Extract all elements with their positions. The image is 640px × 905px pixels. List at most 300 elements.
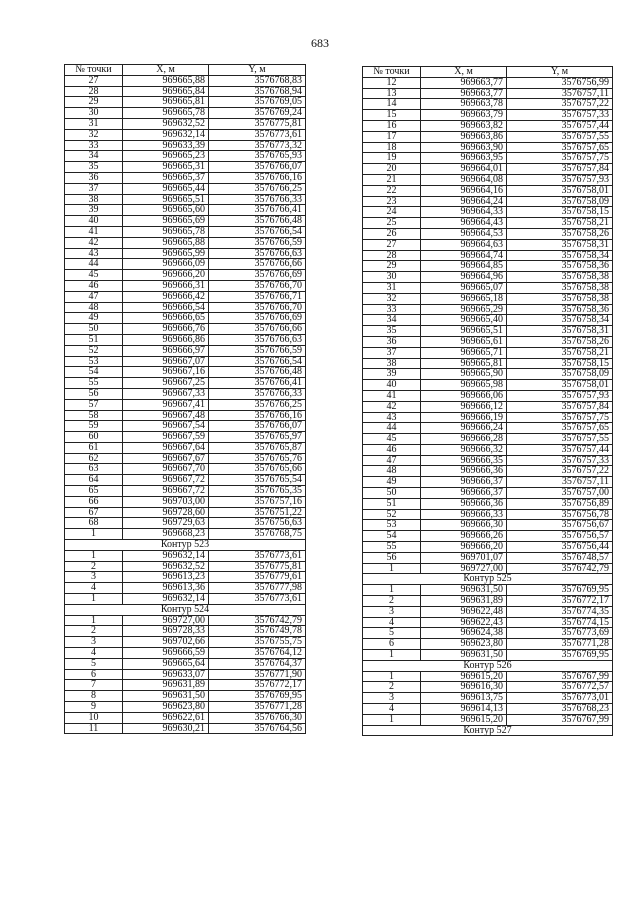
x-coordinate-cell: 969623,80 (123, 702, 209, 713)
table-row (65, 205, 306, 216)
point-number-cell: 4 (363, 617, 421, 628)
point-number-cell: 28 (65, 86, 123, 97)
x-coordinate-cell: 969614,13 (421, 704, 507, 715)
table-row (65, 118, 306, 129)
point-number-cell: 3 (363, 693, 421, 704)
point-number-cell: 50 (363, 488, 421, 499)
table-row (363, 131, 613, 142)
table-row (65, 626, 306, 637)
x-coordinate-cell: 969631,50 (123, 691, 209, 702)
x-coordinate-cell: 969665,90 (421, 369, 507, 380)
x-coordinate-cell: 969665,51 (421, 326, 507, 337)
point-number-cell: 56 (65, 388, 123, 399)
x-coordinate-cell: 969666,36 (421, 498, 507, 509)
table-row (363, 563, 613, 574)
contour-header-row (363, 660, 613, 671)
point-number-cell: 8 (65, 691, 123, 702)
point-number-cell: 2 (363, 596, 421, 607)
x-coordinate-cell: 969632,52 (123, 118, 209, 129)
point-number-cell: 6 (363, 639, 421, 650)
y-coordinate-cell: 3576758,38 (507, 272, 613, 283)
y-coordinate-cell: 3576764,37 (209, 658, 306, 669)
point-number-cell: 5 (65, 658, 123, 669)
point-number-cell: 13 (363, 88, 421, 99)
table-row (363, 326, 613, 337)
y-coordinate-cell: 3576766,33 (209, 388, 306, 399)
y-coordinate-cell: 3576751,22 (209, 507, 306, 518)
x-coordinate-cell: 969664,01 (421, 164, 507, 175)
x-coordinate-cell: 969667,54 (123, 421, 209, 432)
point-number-cell: 59 (65, 421, 123, 432)
table-row (65, 226, 306, 237)
y-coordinate-cell: 3576773,32 (209, 140, 306, 151)
y-coordinate-cell: 3576758,09 (507, 196, 613, 207)
table-row (65, 367, 306, 378)
y-coordinate-cell: 3576765,54 (209, 475, 306, 486)
contour-title: Контур 523 (65, 540, 306, 551)
x-coordinate-cell: 969666,20 (421, 542, 507, 553)
x-coordinate-cell: 969667,64 (123, 442, 209, 453)
x-coordinate-cell: 969624,38 (421, 628, 507, 639)
x-coordinate-cell: 969633,39 (123, 140, 209, 151)
y-coordinate-cell: 3576758,31 (507, 326, 613, 337)
table-row (363, 498, 613, 509)
point-number-cell: 37 (65, 183, 123, 194)
contour-header-row (363, 574, 613, 585)
x-coordinate-cell: 969667,16 (123, 367, 209, 378)
table-row (65, 378, 306, 389)
point-number-cell: 20 (363, 164, 421, 175)
point-number-cell: 64 (65, 475, 123, 486)
point-number-cell: 66 (65, 496, 123, 507)
table-row (363, 261, 613, 272)
point-number-cell: 48 (65, 302, 123, 313)
contour-header-row (65, 540, 306, 551)
x-coordinate-cell: 969666,26 (421, 531, 507, 542)
x-coordinate-cell: 969664,74 (421, 250, 507, 261)
y-coordinate-cell: 3576773,61 (209, 129, 306, 140)
table-row (363, 671, 613, 682)
x-coordinate-cell: 969666,59 (123, 648, 209, 659)
table-row (363, 455, 613, 466)
coordinates-table-left (64, 64, 306, 734)
y-coordinate-cell: 3576766,25 (209, 183, 306, 194)
x-coordinate-cell: 969665,78 (123, 226, 209, 237)
table-row (65, 550, 306, 561)
point-number-cell: 38 (363, 358, 421, 369)
x-coordinate-cell: 969665,40 (421, 315, 507, 326)
table-row (65, 464, 306, 475)
y-coordinate-cell: 3576772,17 (209, 680, 306, 691)
y-coordinate-cell: 3576772,57 (507, 682, 613, 693)
y-coordinate-cell: 3576758,01 (507, 380, 613, 391)
table-row (65, 507, 306, 518)
table-row (363, 110, 613, 121)
point-number-cell: 15 (363, 110, 421, 121)
table-row (65, 237, 306, 248)
point-number-cell: 19 (363, 153, 421, 164)
point-number-cell: 39 (65, 205, 123, 216)
contour-header-row (65, 604, 306, 615)
y-coordinate-cell: 3576766,54 (209, 356, 306, 367)
point-number-cell: 30 (363, 272, 421, 283)
y-coordinate-cell: 3576757,16 (209, 496, 306, 507)
x-coordinate-cell: 969665,37 (123, 172, 209, 183)
point-number-cell: 1 (363, 671, 421, 682)
contour-title: Контур 526 (363, 660, 613, 671)
point-number-cell: 61 (65, 442, 123, 453)
table-row (65, 172, 306, 183)
point-number-cell: 18 (363, 142, 421, 153)
header-x: X, м (421, 67, 507, 78)
x-coordinate-cell: 969666,32 (421, 444, 507, 455)
y-coordinate-cell: 3576773,61 (209, 550, 306, 561)
point-number-cell: 62 (65, 453, 123, 464)
table-row (65, 75, 306, 86)
point-number-cell: 68 (65, 518, 123, 529)
point-number-cell: 43 (65, 248, 123, 259)
x-coordinate-cell: 969666,06 (421, 390, 507, 401)
table-row (65, 475, 306, 486)
point-number-cell: 3 (65, 572, 123, 583)
point-number-cell: 29 (363, 261, 421, 272)
x-coordinate-cell: 969665,29 (421, 304, 507, 315)
point-number-cell: 33 (65, 140, 123, 151)
y-coordinate-cell: 3576757,55 (507, 131, 613, 142)
x-coordinate-cell: 969666,42 (123, 291, 209, 302)
header-y: Y, м (507, 67, 613, 78)
y-coordinate-cell: 3576766,41 (209, 378, 306, 389)
table-row (363, 347, 613, 358)
point-number-cell: 4 (363, 704, 421, 715)
table-row (65, 712, 306, 723)
table-row (65, 669, 306, 680)
x-coordinate-cell: 969665,51 (123, 194, 209, 205)
table-row (65, 680, 306, 691)
x-coordinate-cell: 969665,81 (421, 358, 507, 369)
point-number-cell: 1 (363, 650, 421, 661)
x-coordinate-cell: 969665,78 (123, 108, 209, 119)
point-number-cell: 42 (65, 237, 123, 248)
x-coordinate-cell: 969666,30 (421, 520, 507, 531)
point-number-cell: 47 (363, 455, 421, 466)
x-coordinate-cell: 969663,90 (421, 142, 507, 153)
table-row (363, 488, 613, 499)
point-number-cell: 56 (363, 552, 421, 563)
x-coordinate-cell: 969666,28 (421, 434, 507, 445)
point-number-cell: 5 (363, 628, 421, 639)
point-number-cell: 3 (65, 637, 123, 648)
table-row (363, 714, 613, 725)
y-coordinate-cell: 3576756,67 (507, 520, 613, 531)
x-coordinate-cell: 969666,65 (123, 313, 209, 324)
table-row (363, 401, 613, 412)
point-number-cell: 1 (65, 615, 123, 626)
y-coordinate-cell: 3576758,36 (507, 261, 613, 272)
table-row (363, 380, 613, 391)
x-coordinate-cell: 969665,64 (123, 658, 209, 669)
table-row (363, 444, 613, 455)
table-row (65, 421, 306, 432)
y-coordinate-cell: 3576758,31 (507, 239, 613, 250)
y-coordinate-cell: 3576775,81 (209, 118, 306, 129)
x-coordinate-cell: 969665,44 (123, 183, 209, 194)
y-coordinate-cell: 3576777,98 (209, 583, 306, 594)
table-row (65, 399, 306, 410)
x-coordinate-cell: 969666,31 (123, 280, 209, 291)
point-number-cell: 45 (363, 434, 421, 445)
y-coordinate-cell: 3576771,90 (209, 669, 306, 680)
table-row (65, 259, 306, 270)
point-number-cell: 3 (363, 606, 421, 617)
x-coordinate-cell: 969666,86 (123, 334, 209, 345)
y-coordinate-cell: 3576766,71 (209, 291, 306, 302)
y-coordinate-cell: 3576757,00 (507, 488, 613, 499)
point-number-cell: 34 (363, 315, 421, 326)
y-coordinate-cell: 3576756,99 (507, 77, 613, 88)
table-row (363, 704, 613, 715)
y-coordinate-cell: 3576773,69 (507, 628, 613, 639)
y-coordinate-cell: 3576769,24 (209, 108, 306, 119)
y-coordinate-cell: 3576757,93 (507, 174, 613, 185)
table-row (363, 142, 613, 153)
point-number-cell: 48 (363, 466, 421, 477)
point-number-cell: 60 (65, 432, 123, 443)
y-coordinate-cell: 3576766,69 (209, 270, 306, 281)
point-number-cell: 38 (65, 194, 123, 205)
y-coordinate-cell: 3576757,33 (507, 455, 613, 466)
x-coordinate-cell: 969667,72 (123, 486, 209, 497)
y-coordinate-cell: 3576756,63 (209, 518, 306, 529)
y-coordinate-cell: 3576766,70 (209, 302, 306, 313)
y-coordinate-cell: 3576758,36 (507, 304, 613, 315)
y-coordinate-cell: 3576756,89 (507, 498, 613, 509)
table-header-row (363, 67, 613, 78)
point-number-cell: 41 (363, 390, 421, 401)
x-coordinate-cell: 969667,67 (123, 453, 209, 464)
table-row (363, 99, 613, 110)
x-coordinate-cell: 969632,14 (123, 550, 209, 561)
point-number-cell: 53 (65, 356, 123, 367)
y-coordinate-cell: 3576767,99 (507, 714, 613, 725)
x-coordinate-cell: 969665,84 (123, 86, 209, 97)
x-coordinate-cell: 969665,88 (123, 75, 209, 86)
header-point-number: № точки (65, 65, 123, 76)
table-row (363, 218, 613, 229)
table-row (363, 250, 613, 261)
y-coordinate-cell: 3576766,33 (209, 194, 306, 205)
x-coordinate-cell: 969631,89 (123, 680, 209, 691)
point-number-cell: 32 (363, 293, 421, 304)
point-number-cell: 6 (65, 669, 123, 680)
y-coordinate-cell: 3576766,63 (209, 248, 306, 259)
y-coordinate-cell: 3576769,95 (507, 585, 613, 596)
x-coordinate-cell: 969665,71 (421, 347, 507, 358)
table-row (65, 572, 306, 583)
x-coordinate-cell: 969664,43 (421, 218, 507, 229)
point-number-cell: 21 (363, 174, 421, 185)
table-row (363, 412, 613, 423)
point-number-cell: 4 (65, 648, 123, 659)
y-coordinate-cell: 3576758,26 (507, 228, 613, 239)
y-coordinate-cell: 3576757,84 (507, 401, 613, 412)
y-coordinate-cell: 3576757,44 (507, 120, 613, 131)
table-row (65, 691, 306, 702)
table-row (65, 594, 306, 605)
table-body-right (363, 77, 613, 736)
y-coordinate-cell: 3576758,21 (507, 218, 613, 229)
point-number-cell: 1 (363, 563, 421, 574)
y-coordinate-cell: 3576769,95 (507, 650, 613, 661)
table-row (65, 496, 306, 507)
y-coordinate-cell: 3576757,22 (507, 466, 613, 477)
y-coordinate-cell: 3576757,65 (507, 142, 613, 153)
point-number-cell: 39 (363, 369, 421, 380)
y-coordinate-cell: 3576757,75 (507, 412, 613, 423)
y-coordinate-cell: 3576774,35 (507, 606, 613, 617)
x-coordinate-cell: 969667,72 (123, 475, 209, 486)
y-coordinate-cell: 3576757,11 (507, 88, 613, 99)
x-coordinate-cell: 969666,37 (421, 477, 507, 488)
y-coordinate-cell: 3576766,30 (209, 712, 306, 723)
contour-title: Контур 524 (65, 604, 306, 615)
table-row (363, 239, 613, 250)
table-row (65, 345, 306, 356)
y-coordinate-cell: 3576766,48 (209, 216, 306, 227)
table-row (363, 304, 613, 315)
contour-title: Контур 525 (363, 574, 613, 585)
x-coordinate-cell: 969664,16 (421, 185, 507, 196)
y-coordinate-cell: 3576758,15 (507, 207, 613, 218)
y-coordinate-cell: 3576757,33 (507, 110, 613, 121)
point-number-cell: 51 (65, 334, 123, 345)
table-row (65, 561, 306, 572)
y-coordinate-cell: 3576771,28 (507, 639, 613, 650)
y-coordinate-cell: 3576766,25 (209, 399, 306, 410)
point-number-cell: 11 (65, 723, 123, 734)
y-coordinate-cell: 3576758,01 (507, 185, 613, 196)
y-coordinate-cell: 3576768,75 (209, 529, 306, 540)
y-coordinate-cell: 3576768,83 (209, 75, 306, 86)
x-coordinate-cell: 969665,18 (421, 293, 507, 304)
x-coordinate-cell: 969615,20 (421, 714, 507, 725)
table-row (363, 358, 613, 369)
point-number-cell: 27 (65, 75, 123, 86)
y-coordinate-cell: 3576766,70 (209, 280, 306, 291)
y-coordinate-cell: 3576772,17 (507, 596, 613, 607)
y-coordinate-cell: 3576769,05 (209, 97, 306, 108)
x-coordinate-cell: 969664,53 (421, 228, 507, 239)
point-number-cell: 42 (363, 401, 421, 412)
x-coordinate-cell: 969666,76 (123, 324, 209, 335)
x-coordinate-cell: 969702,66 (123, 637, 209, 648)
table-row (65, 162, 306, 173)
x-coordinate-cell: 969665,99 (123, 248, 209, 259)
y-coordinate-cell: 3576766,48 (209, 367, 306, 378)
y-coordinate-cell: 3576758,15 (507, 358, 613, 369)
x-coordinate-cell: 969701,07 (421, 552, 507, 563)
y-coordinate-cell: 3576779,61 (209, 572, 306, 583)
x-coordinate-cell: 969663,78 (421, 99, 507, 110)
point-number-cell: 25 (363, 218, 421, 229)
y-coordinate-cell: 3576757,22 (507, 99, 613, 110)
table-row (65, 648, 306, 659)
table-row (65, 324, 306, 335)
x-coordinate-cell: 969630,21 (123, 723, 209, 734)
x-coordinate-cell: 969622,61 (123, 712, 209, 723)
point-number-cell: 55 (363, 542, 421, 553)
y-coordinate-cell: 3576766,59 (209, 345, 306, 356)
point-number-cell: 33 (363, 304, 421, 315)
y-coordinate-cell: 3576773,01 (507, 693, 613, 704)
table-row (65, 432, 306, 443)
point-number-cell: 2 (363, 682, 421, 693)
table-row (65, 97, 306, 108)
y-coordinate-cell: 3576766,66 (209, 259, 306, 270)
x-coordinate-cell: 969664,63 (421, 239, 507, 250)
point-number-cell: 1 (65, 529, 123, 540)
table-row (363, 650, 613, 661)
table-row (65, 108, 306, 119)
table-row (363, 77, 613, 88)
y-coordinate-cell: 3576766,54 (209, 226, 306, 237)
point-number-cell: 47 (65, 291, 123, 302)
table-row (363, 88, 613, 99)
y-coordinate-cell: 3576764,56 (209, 723, 306, 734)
x-coordinate-cell: 969664,24 (421, 196, 507, 207)
x-coordinate-cell: 969613,36 (123, 583, 209, 594)
y-coordinate-cell: 3576748,57 (507, 552, 613, 563)
x-coordinate-cell: 969665,60 (123, 205, 209, 216)
y-coordinate-cell: 3576765,97 (209, 432, 306, 443)
x-coordinate-cell: 969633,07 (123, 669, 209, 680)
point-number-cell: 22 (363, 185, 421, 196)
point-number-cell: 1 (65, 550, 123, 561)
table-row (363, 282, 613, 293)
point-number-cell: 24 (363, 207, 421, 218)
x-coordinate-cell: 969665,61 (421, 336, 507, 347)
point-number-cell: 44 (65, 259, 123, 270)
point-number-cell: 31 (65, 118, 123, 129)
x-coordinate-cell: 969667,41 (123, 399, 209, 410)
point-number-cell: 12 (363, 77, 421, 88)
table-row (65, 216, 306, 227)
point-number-cell: 27 (363, 239, 421, 250)
point-number-cell: 1 (363, 585, 421, 596)
point-number-cell: 54 (65, 367, 123, 378)
point-number-cell: 53 (363, 520, 421, 531)
contour-header-row (363, 725, 613, 736)
x-coordinate-cell: 969665,88 (123, 237, 209, 248)
table-row (363, 628, 613, 639)
y-coordinate-cell: 3576766,41 (209, 205, 306, 216)
y-coordinate-cell: 3576773,61 (209, 594, 306, 605)
point-number-cell: 41 (65, 226, 123, 237)
point-number-cell: 54 (363, 531, 421, 542)
y-coordinate-cell: 3576757,65 (507, 423, 613, 434)
table-header-row (65, 65, 306, 76)
table-row (363, 423, 613, 434)
table-row (363, 272, 613, 283)
header-point-number: № точки (363, 67, 421, 78)
table-row (363, 682, 613, 693)
table-row (363, 369, 613, 380)
table-row (65, 486, 306, 497)
x-coordinate-cell: 969665,98 (421, 380, 507, 391)
y-coordinate-cell: 3576768,23 (507, 704, 613, 715)
point-number-cell: 63 (65, 464, 123, 475)
y-coordinate-cell: 3576775,81 (209, 561, 306, 572)
